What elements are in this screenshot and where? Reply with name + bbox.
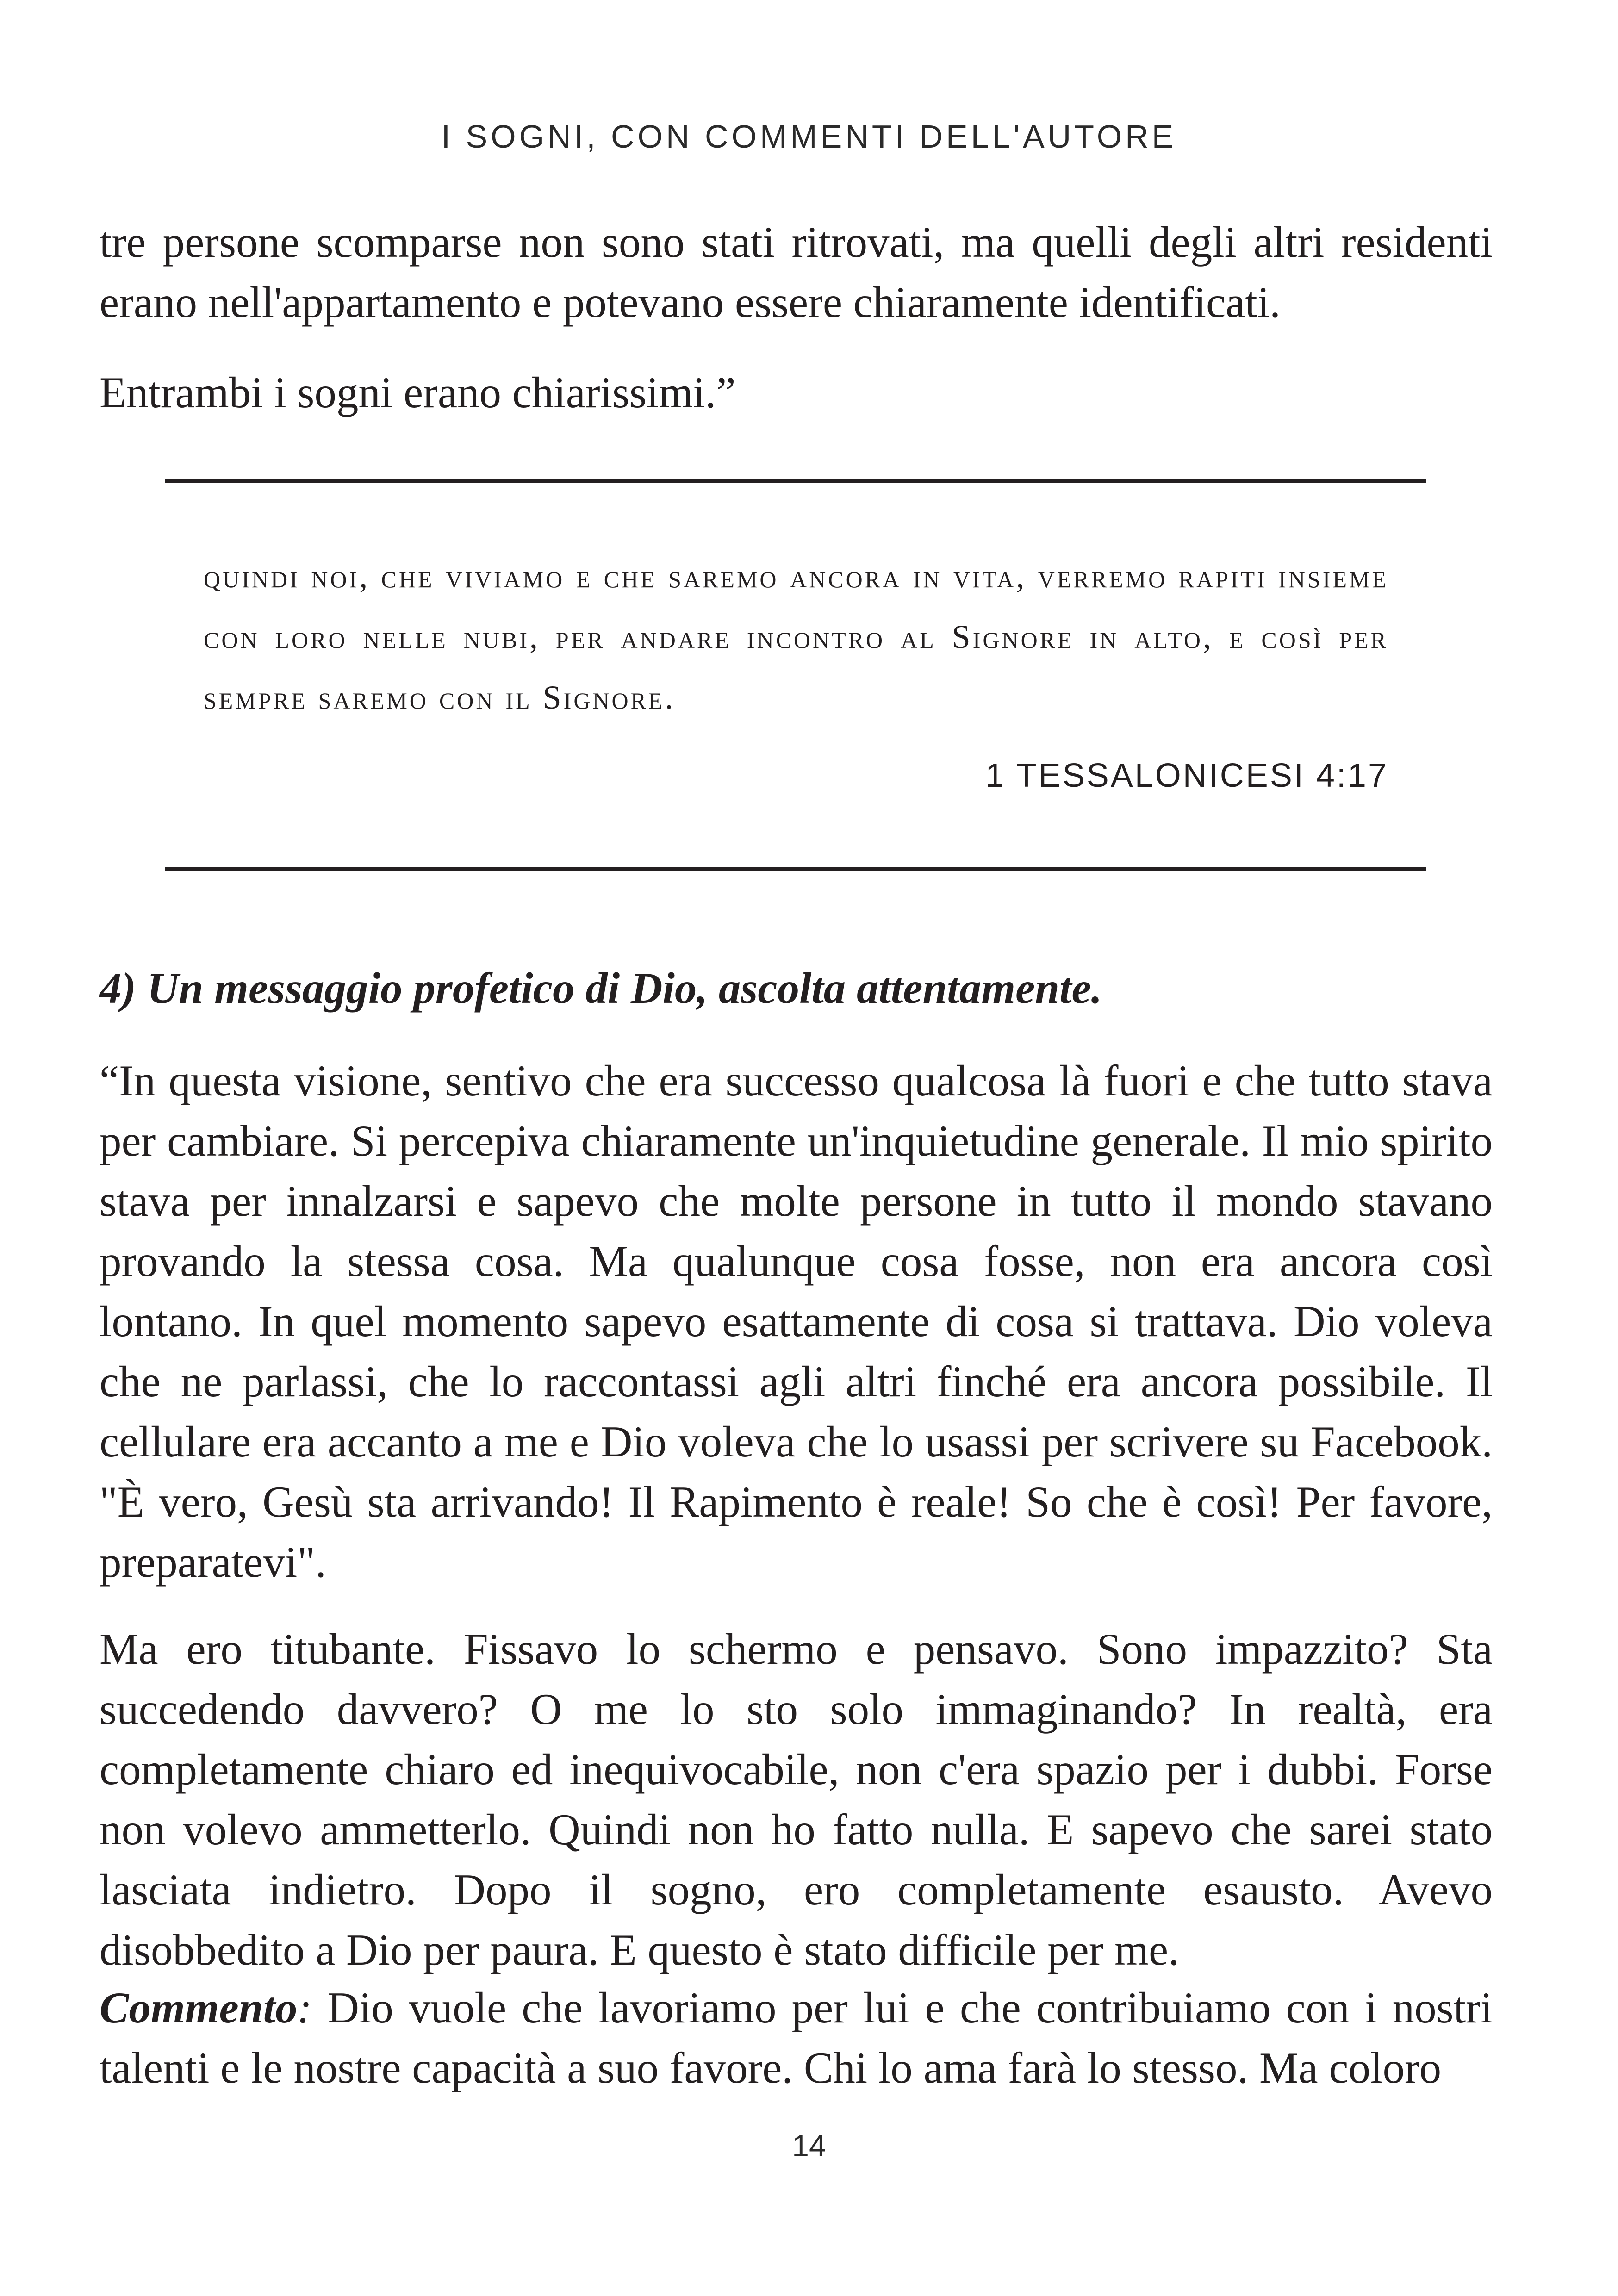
vision-paragraph: “In questa visione, sentivo che era successo qualcosa là fuori e che tutto stava per cambiare. Si percepiva chiaramente un'inquietudine generale. Il mio spirito stava per innalzarsi e sapevo che molte persone in tutto il mondo stavano provando la stessa cosa. Ma qualunque cosa fosse, non era ancora così lontano. In quel momento sapevo esattamente di cosa si trattava. Dio voleva che ne parlassi, che lo raccontassi agli altri finché era ancora possibile. Il cellulare era accanto a me e Dio voleva che lo usassi per scrivere su Facebook. "È vero, Gesù sta arrivando! Il Rapimento è reale! So che è così! Per favore, preparatevi". [100, 1056, 1493, 1587]
closing-line-paragraph: Entrambi i sogni erano chiarissimi.” [100, 368, 736, 417]
page-number: 14 [792, 2128, 826, 2163]
quote-bottom-rule [165, 867, 1426, 871]
bible-verse: quindi noi, che viviamo e che saremo ancora in vita, verremo rapiti insieme con loro nelle nubi, per andare incontro al Signore in alto, e così per sempre saremo con il Signore. [204, 558, 1388, 716]
quote-top-rule [165, 479, 1426, 483]
bible-verse-reference: 1 TESSALONICESI 4:17 [985, 757, 1388, 794]
running-header: I SOGNI, CON COMMENTI DELL'AUTORE [441, 118, 1177, 155]
comment-colon: : [297, 1983, 312, 2032]
continued-paragraph: tre persone scomparse non sono stati ritrovati, ma quelli degli altri residenti erano nell'appartamento e potevano essere chiaramente identificati. [100, 218, 1493, 327]
comment-text: Dio vuole che lavoriamo per lui e che contribuiamo con i nostri talenti e le nostre capacità a suo favore. Chi lo ama farà lo stesso. Ma coloro [100, 1983, 1493, 2092]
comment-paragraph [100, 1978, 1493, 2098]
comment-label: Commento [100, 1983, 298, 2032]
section-heading: 4) Un messaggio profetico di Dio, ascolta attentamente. [100, 964, 1102, 1013]
hesitation-paragraph: Ma ero titubante. Fissavo lo schermo e pensavo. Sono impazzito? Sta succedendo davvero? O me lo sto solo immaginando? In realtà, era completamente chiaro ed inequivocabile, non c'era spazio per i dubbi. Forse non volevo ammetterlo. Quindi non ho fatto nulla. E sapevo che sarei stato lasciata indietro. Dopo il sogno, ero completamente esausto. Avevo disobbedito a Dio per paura. E questo è stato difficile per me. [100, 1624, 1493, 1974]
